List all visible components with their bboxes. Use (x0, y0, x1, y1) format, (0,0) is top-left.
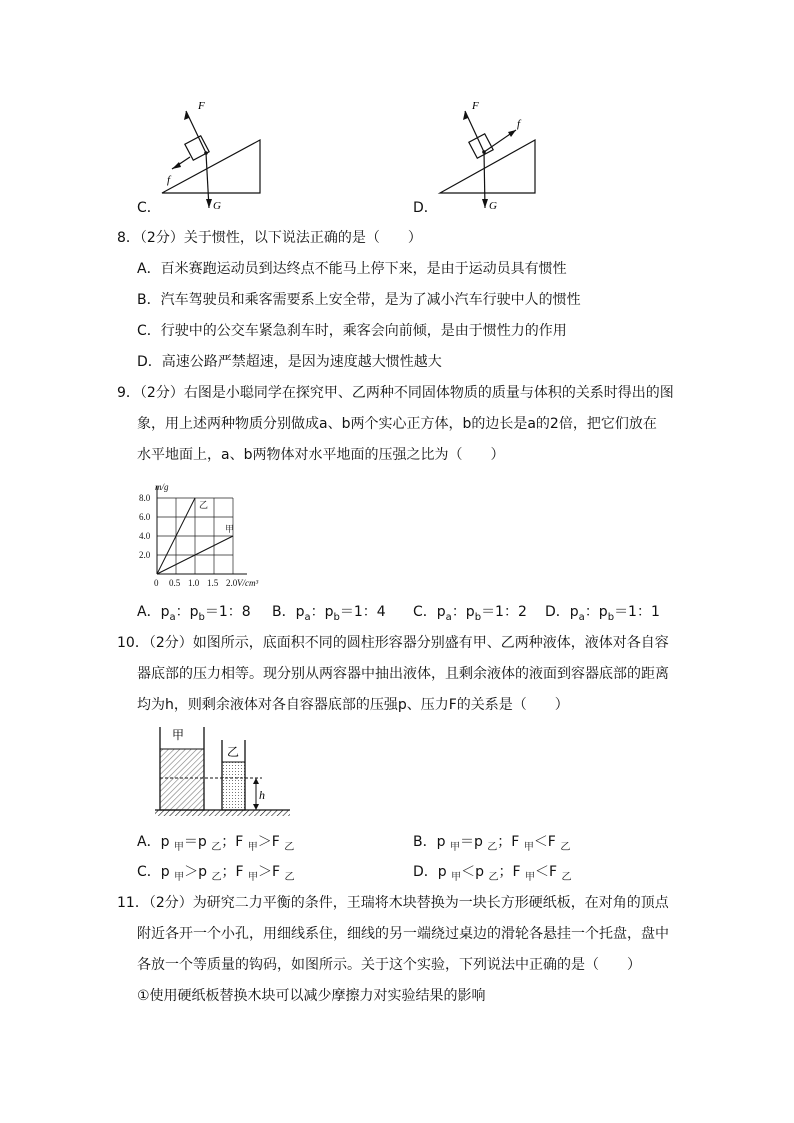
q9-option-d: D．$p_a$：$p_b=1$：1 (545, 604, 660, 623)
q10-option-d: D．p $_甲$＜p $_乙$；F $_甲$＜F $_乙$ (413, 864, 572, 883)
y-tick-label: 6.0 (139, 512, 151, 522)
q7-figure-d (430, 95, 560, 220)
liquid-yi (222, 762, 245, 810)
q11-stem-line1: 11．（2分）为研究二力平衡的条件，王瑞将木块替换为一块长方形硬纸板，在对角的顶点 (117, 895, 669, 911)
q9-stem-line1: 9．（2分）右图是小聪同学在探究甲、乙两种不同固体物质的质量与体积的关系时得出的图 (117, 385, 674, 401)
q8-option-a: A．百米赛跑运动员到达终点不能马上停下来，是由于运动员具有惯性 (137, 261, 567, 277)
q9-stem-line3: 水平地面上，a、b两物体对水平地面的压强之比为（ ） (137, 447, 505, 463)
y-tick-label: 4.0 (139, 531, 151, 541)
x-tick-label: 1.0 (188, 578, 200, 588)
label-f: f (517, 118, 521, 130)
q9-stem-line2: 象，用上述两种物质分别做成a、b两个实心正方体，b的边长是a的2倍，把它们放在 (137, 416, 657, 432)
label-jia: 甲 (172, 728, 185, 742)
series-label: 甲 (225, 524, 235, 534)
q7-option-c: C． (137, 200, 161, 216)
label-F: F (472, 100, 479, 112)
q8-option-c: C．行驶中的公交车紧急刹车时，乘客会向前倾，是由于惯性力的作用 (137, 323, 567, 339)
q11-stem-line3: 各放一个等质量的钩码，如图所示。关于这个实验，下列说法中正确的是（ ） (137, 957, 641, 973)
liquid-jia (160, 749, 204, 810)
mass-volume-chart (135, 476, 285, 596)
q11-item-1: ①使用硬纸板替换木块可以减少摩擦力对实验结果的影响 (137, 988, 486, 1004)
q10-stem-line3: 均为h，则剩余液体对各自容器底部的压强p、压力F的关系是（ ） (137, 697, 569, 713)
q8-option-d: D．高速公路严禁超速，是因为速度越大惯性越大 (137, 354, 442, 370)
q10-stem-line2: 器底部的压力相等。现分别从两容器中抽出液体，且剩余液体的液面到容器底部的距离 (137, 666, 669, 682)
x-tick-label: 0 (154, 578, 159, 588)
y-tick-label: 2.0 (139, 550, 151, 560)
x-tick-label: 0.5 (169, 578, 181, 588)
q11-stem-line2: 附近各开一个小孔，用细线系住，细线的另一端绕过桌边的滑轮各悬挂一个托盘，盘中 (137, 926, 669, 942)
label-F: F (198, 100, 205, 112)
q9-option-b: B．$p_a$：$p_b=1$：4 (272, 604, 386, 623)
q9-option-a: A．$p_a$：$p_b=1$：8 (137, 604, 251, 623)
x-tick-label: 1.5 (207, 578, 219, 588)
label-h: h (259, 788, 265, 802)
y-tick-label: 8.0 (139, 493, 151, 503)
q10-option-c: C．p $_甲$＞p $_乙$；F $_甲$＞F $_乙$ (137, 864, 295, 883)
label-yi: 乙 (227, 745, 240, 759)
force-F-arrow (186, 111, 206, 153)
x-tick-label: 2.0 (226, 578, 238, 588)
label-G: G (213, 200, 221, 212)
q8-stem: 8．（2分）关于惯性，以下说法正确的是（ ） (117, 230, 422, 246)
y-axis-label: m/g (155, 482, 169, 492)
q10-stem-line1: 10．（2分）如图所示，底面积不同的圆柱形容器分别盛有甲、乙两种液体，液体对各自容 (117, 635, 669, 651)
q9-option-c: C．$p_a$：$p_b=1$：2 (413, 604, 527, 623)
label-f: f (167, 174, 171, 186)
q7-option-d: D． (413, 200, 438, 216)
q10-container-figure (150, 722, 300, 822)
q10-option-a: A．p $_甲$＝p $_乙$；F $_甲$＞F $_乙$ (137, 834, 295, 853)
q8-option-b: B．汽车驾驶员和乘客需要系上安全带，是为了减小汽车行驶中人的惯性 (137, 292, 581, 308)
q10-option-b: B．p $_甲$＝p $_乙$；F $_甲$＜F $_乙$ (413, 834, 571, 853)
label-G: G (489, 200, 497, 212)
block (185, 136, 209, 160)
x-axis-label: V/cm³ (237, 578, 259, 588)
q7-figure-c (150, 95, 280, 220)
series-label: 乙 (199, 500, 209, 510)
